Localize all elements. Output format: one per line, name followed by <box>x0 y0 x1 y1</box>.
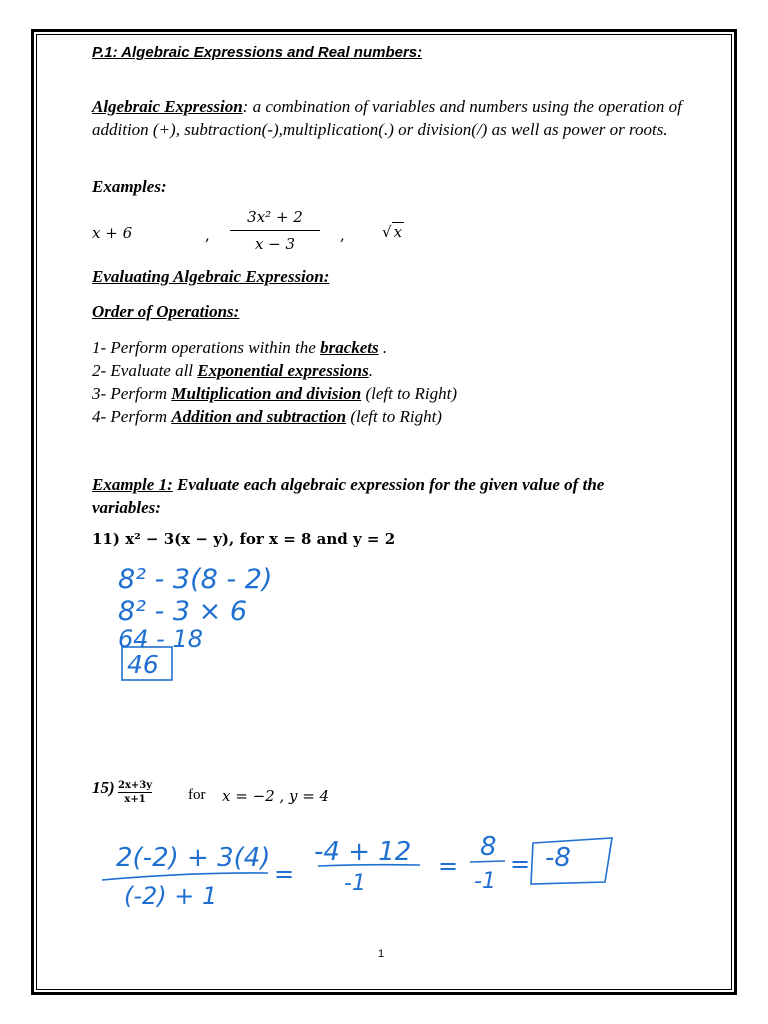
example-expression-1: x + 6 <box>92 224 133 242</box>
example1-text: Evaluate each algebraic expression for the given value of the variables: <box>92 475 605 517</box>
problem-15-numerator: 2x+3y <box>118 780 153 791</box>
sqrt-radicand: x <box>393 223 403 241</box>
hand-answer-11: 46 <box>127 650 159 679</box>
order-step: 4- Perform Addition and subtraction (left to Right) <box>92 407 442 426</box>
hand-den-15-1: (-2) + 1 <box>124 882 218 910</box>
example1-label: Example 1: <box>92 475 173 494</box>
examples-heading: Examples: <box>92 177 167 196</box>
problem-15-condition: x = −2 , y = 4 <box>222 787 330 805</box>
problem-11: 11) x² − 3(x − y), for x = 8 and y = 2 <box>92 530 396 548</box>
hand-line-11-1: 8² - 3(8 - 2) <box>118 564 273 595</box>
order-step: 2- Evaluate all Exponential expressions. <box>92 361 373 380</box>
problem-15-fraction-bar <box>118 792 152 793</box>
hand-answer-box-15 <box>531 838 612 884</box>
hand-den-15-2: -1 <box>344 871 366 896</box>
evaluating-heading-colon: : <box>323 267 330 286</box>
problem-15-denominator: x+1 <box>124 794 146 805</box>
example-comma-1: , <box>205 226 210 244</box>
hand-fraction-bar-15-1 <box>102 873 268 880</box>
definition-term: Algebraic Expression <box>92 97 243 116</box>
hand-num-15-2: -4 + 12 <box>314 837 412 867</box>
hand-eq-15-2: = <box>438 852 459 880</box>
evaluating-heading-text: Evaluating Algebraic Expression <box>92 267 324 286</box>
hand-eq-15-1: = <box>274 860 295 888</box>
hand-den-15-3: -1 <box>474 869 496 894</box>
hand-num-15-1: 2(-2) + 3(4) <box>116 843 271 873</box>
fraction-numerator: 3x² + 2 <box>247 208 303 226</box>
hand-fraction-bar-15-3 <box>470 861 505 862</box>
page-number: 1 <box>378 948 385 960</box>
hand-num-15-3: 8 <box>480 832 497 862</box>
fraction-denominator: x − 3 <box>254 235 296 253</box>
hand-line-11-3: 64 - 18 <box>118 625 203 653</box>
hand-eq-15-3: = <box>510 850 531 878</box>
problem-15-for: for <box>188 787 206 803</box>
hand-line-11-2: 8² - 3 × 6 <box>118 596 248 627</box>
order-heading: Order of Operations: <box>92 302 240 321</box>
hand-answer-15: -8 <box>545 843 571 873</box>
page-title: P.1: Algebraic Expressions and Real numbers: <box>92 44 423 61</box>
problem-15-label: 15) <box>92 778 115 797</box>
order-step: 1- Perform operations within the brackets . <box>92 338 388 357</box>
definition-text: : a combination of variables and numbers using the operation of addition (+), subtraction(-),multiplication(.) or division(/) as well as power or roots. <box>92 97 682 139</box>
sqrt-symbol: √ <box>382 223 392 241</box>
example-comma-2: , <box>340 226 345 244</box>
problem-15-fraction <box>118 780 152 805</box>
order-step: 3- Perform Multiplication and division (left to Right) <box>92 384 458 403</box>
